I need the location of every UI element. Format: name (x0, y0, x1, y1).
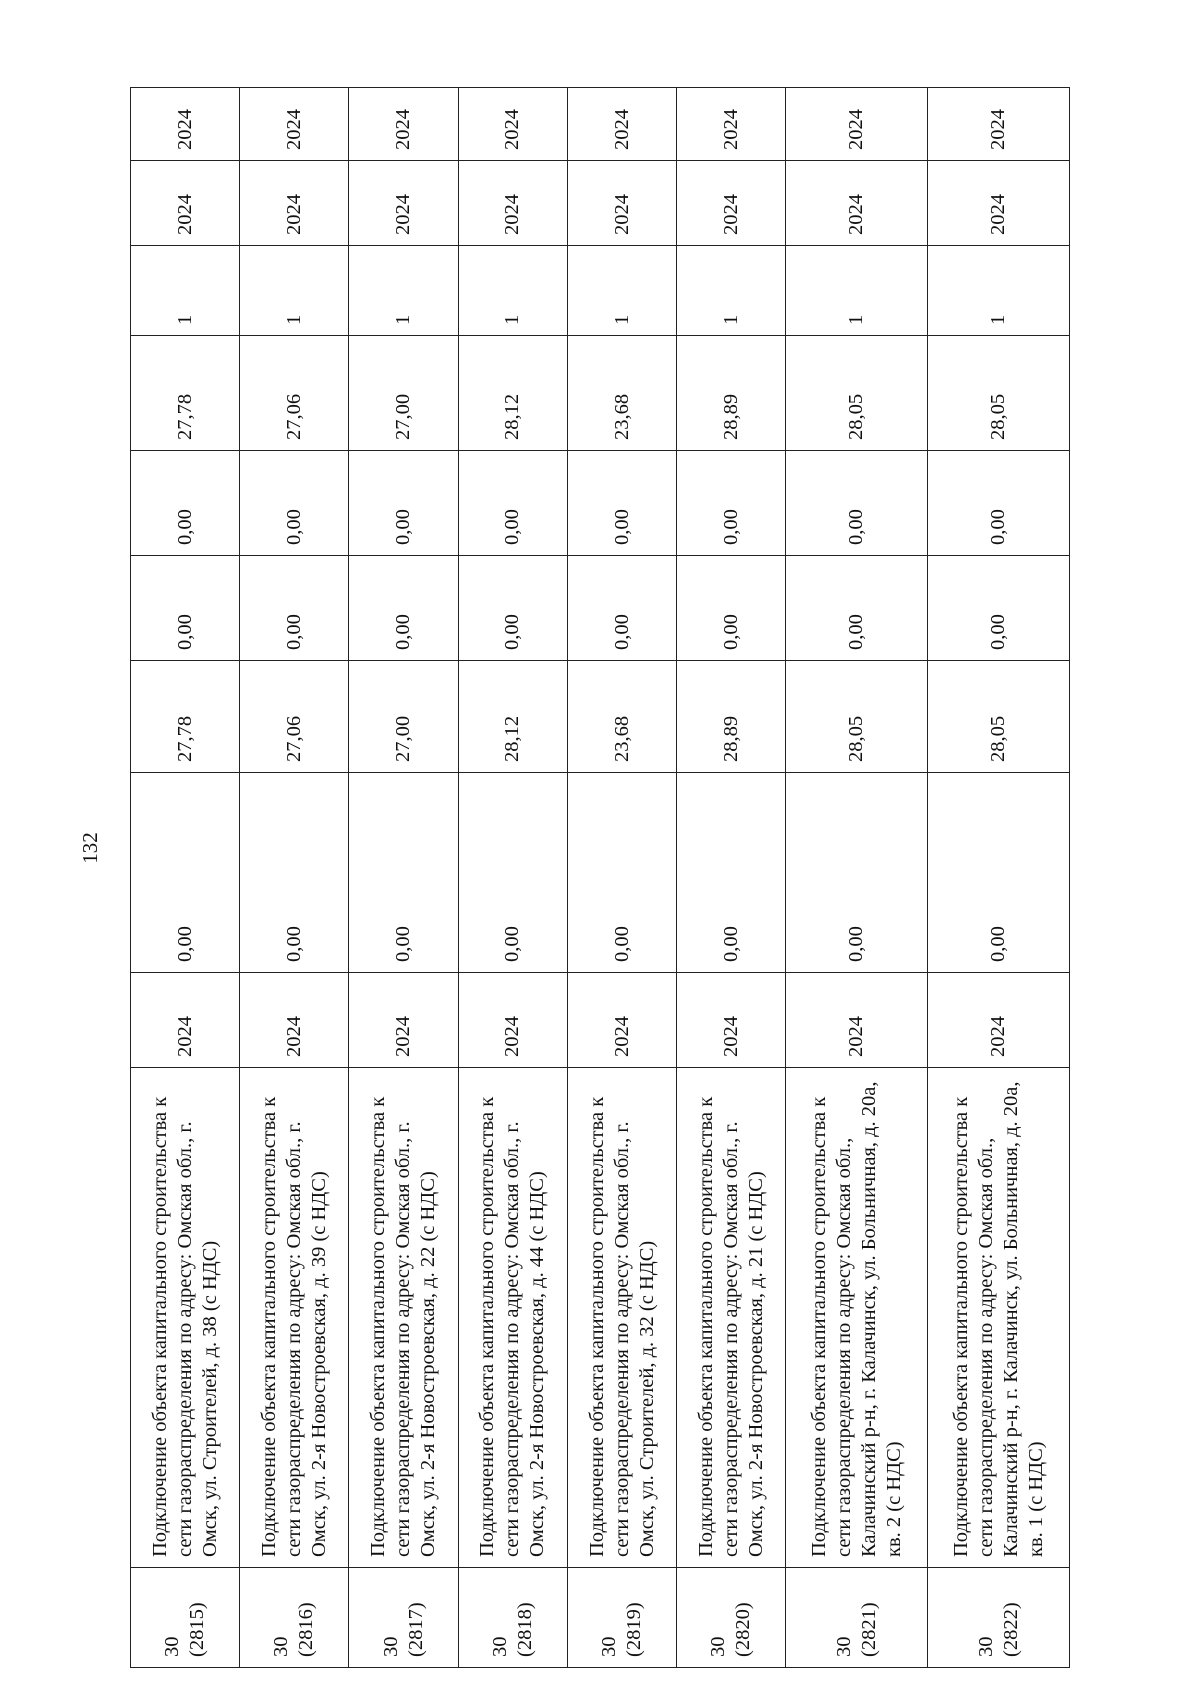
row-value-a: 0,00 (786, 773, 928, 973)
row-year-start: 2024 (786, 973, 928, 1068)
row-description: Подключение объекта капитального строительства к сети газораспределения по адресу: Омская обл., г. Омск, ул. 2-я Новостроевская, д. 39 (с НДС) (240, 1068, 349, 1568)
row-value-e: 27,06 (240, 336, 349, 451)
table-row (131, 88, 240, 1668)
row-year-start: 2024 (131, 973, 240, 1068)
page-number: 132 (78, 832, 102, 864)
row-year-start: 2024 (458, 973, 567, 1068)
row-id: 30 (2819) (567, 1568, 676, 1668)
row-description: Подключение объекта капитального строительства к сети газораспределения по адресу: Омская обл., Калачинский р-н, г. Калачинск, ул. Больничная, д. 20а, кв. 2 (с НДС) (786, 1068, 928, 1568)
row-description: Подключение объекта капитального строительства к сети газораспределения по адресу: Омская обл., Калачинский р-н, г. Калачинск, ул. Больничная, д. 20а, кв. 1 (с НДС) (928, 1068, 1070, 1568)
row-year-1: 2024 (928, 161, 1070, 246)
row-year-2: 2024 (567, 88, 676, 161)
row-year-1: 2024 (349, 161, 458, 246)
row-count: 1 (928, 246, 1070, 336)
row-value-a: 0,00 (349, 773, 458, 973)
row-year-2: 2024 (458, 88, 567, 161)
row-id: 30 (2821) (786, 1568, 928, 1668)
row-year-2: 2024 (928, 88, 1070, 161)
table-row (567, 88, 676, 1668)
row-year-start: 2024 (677, 973, 786, 1068)
row-value-b: 27,06 (240, 661, 349, 773)
row-value-b: 27,00 (349, 661, 458, 773)
row-value-b: 28,05 (786, 661, 928, 773)
row-value-a: 0,00 (567, 773, 676, 973)
row-id: 30 (2818) (458, 1568, 567, 1668)
row-year-1: 2024 (677, 161, 786, 246)
row-id: 30 (2816) (240, 1568, 349, 1668)
row-count: 1 (240, 246, 349, 336)
row-value-e: 23,68 (567, 336, 676, 451)
row-year-1: 2024 (458, 161, 567, 246)
table-row (928, 88, 1070, 1668)
row-year-2: 2024 (349, 88, 458, 161)
table-row (677, 88, 786, 1668)
table-row (458, 88, 567, 1668)
row-year-start: 2024 (349, 973, 458, 1068)
row-value-d: 0,00 (349, 451, 458, 556)
row-id: 30 (2815) (131, 1568, 240, 1668)
row-id: 30 (2822) (928, 1568, 1070, 1668)
row-year-2: 2024 (240, 88, 349, 161)
row-count: 1 (786, 246, 928, 336)
row-value-c: 0,00 (786, 556, 928, 661)
row-description: Подключение объекта капитального строительства к сети газораспределения по адресу: Омская обл., г. Омск, ул. 2-я Новостроевская, д. 44 (с НДС) (458, 1068, 567, 1568)
row-value-c: 0,00 (240, 556, 349, 661)
row-year-2: 2024 (131, 88, 240, 161)
row-count: 1 (567, 246, 676, 336)
row-value-e: 27,00 (349, 336, 458, 451)
row-value-d: 0,00 (131, 451, 240, 556)
row-value-b: 27,78 (131, 661, 240, 773)
row-description: Подключение объекта капитального строительства к сети газораспределения по адресу: Омская обл., г. Омск, ул. 2-я Новостроевская, д. 22 (с НДС) (349, 1068, 458, 1568)
row-description: Подключение объекта капитального строительства к сети газораспределения по адресу: Омская обл., г. Омск, ул. 2-я Новостроевская, д. 21 (с НДС) (677, 1068, 786, 1568)
row-value-a: 0,00 (458, 773, 567, 973)
table-row (349, 88, 458, 1668)
row-count: 1 (131, 246, 240, 336)
row-value-c: 0,00 (928, 556, 1070, 661)
row-year-1: 2024 (131, 161, 240, 246)
row-value-d: 0,00 (928, 451, 1070, 556)
row-value-a: 0,00 (240, 773, 349, 973)
row-value-b: 28,12 (458, 661, 567, 773)
row-value-c: 0,00 (567, 556, 676, 661)
row-value-a: 0,00 (131, 773, 240, 973)
row-count: 1 (677, 246, 786, 336)
row-value-d: 0,00 (677, 451, 786, 556)
row-value-a: 0,00 (677, 773, 786, 973)
row-value-d: 0,00 (567, 451, 676, 556)
row-year-1: 2024 (567, 161, 676, 246)
table-row (786, 88, 928, 1668)
row-count: 1 (458, 246, 567, 336)
row-value-b: 28,05 (928, 661, 1070, 773)
row-year-start: 2024 (928, 973, 1070, 1068)
row-description: Подключение объекта капитального строительства к сети газораспределения по адресу: Омская обл., г. Омск, ул. Строителей, д. 38 (с НДС) (131, 1068, 240, 1568)
rotated-table-container (130, 88, 1070, 1668)
row-value-e: 28,05 (786, 336, 928, 451)
row-value-e: 28,89 (677, 336, 786, 451)
row-value-d: 0,00 (786, 451, 928, 556)
row-value-e: 28,05 (928, 336, 1070, 451)
row-year-start: 2024 (567, 973, 676, 1068)
row-value-e: 28,12 (458, 336, 567, 451)
row-value-a: 0,00 (928, 773, 1070, 973)
row-year-1: 2024 (240, 161, 349, 246)
row-year-start: 2024 (240, 973, 349, 1068)
row-value-c: 0,00 (677, 556, 786, 661)
row-year-2: 2024 (677, 88, 786, 161)
table-body (131, 88, 1070, 1668)
investment-table (130, 87, 1070, 1668)
row-year-2: 2024 (786, 88, 928, 161)
row-count: 1 (349, 246, 458, 336)
row-id: 30 (2817) (349, 1568, 458, 1668)
row-description: Подключение объекта капитального строительства к сети газораспределения по адресу: Омская обл., г. Омск, ул. Строителей, д. 32 (с НДС) (567, 1068, 676, 1568)
row-value-c: 0,00 (131, 556, 240, 661)
table-row (240, 88, 349, 1668)
row-value-b: 23,68 (567, 661, 676, 773)
row-value-d: 0,00 (458, 451, 567, 556)
row-value-e: 27,78 (131, 336, 240, 451)
row-value-d: 0,00 (240, 451, 349, 556)
row-value-b: 28,89 (677, 661, 786, 773)
row-year-1: 2024 (786, 161, 928, 246)
row-value-c: 0,00 (458, 556, 567, 661)
row-value-c: 0,00 (349, 556, 458, 661)
row-id: 30 (2820) (677, 1568, 786, 1668)
